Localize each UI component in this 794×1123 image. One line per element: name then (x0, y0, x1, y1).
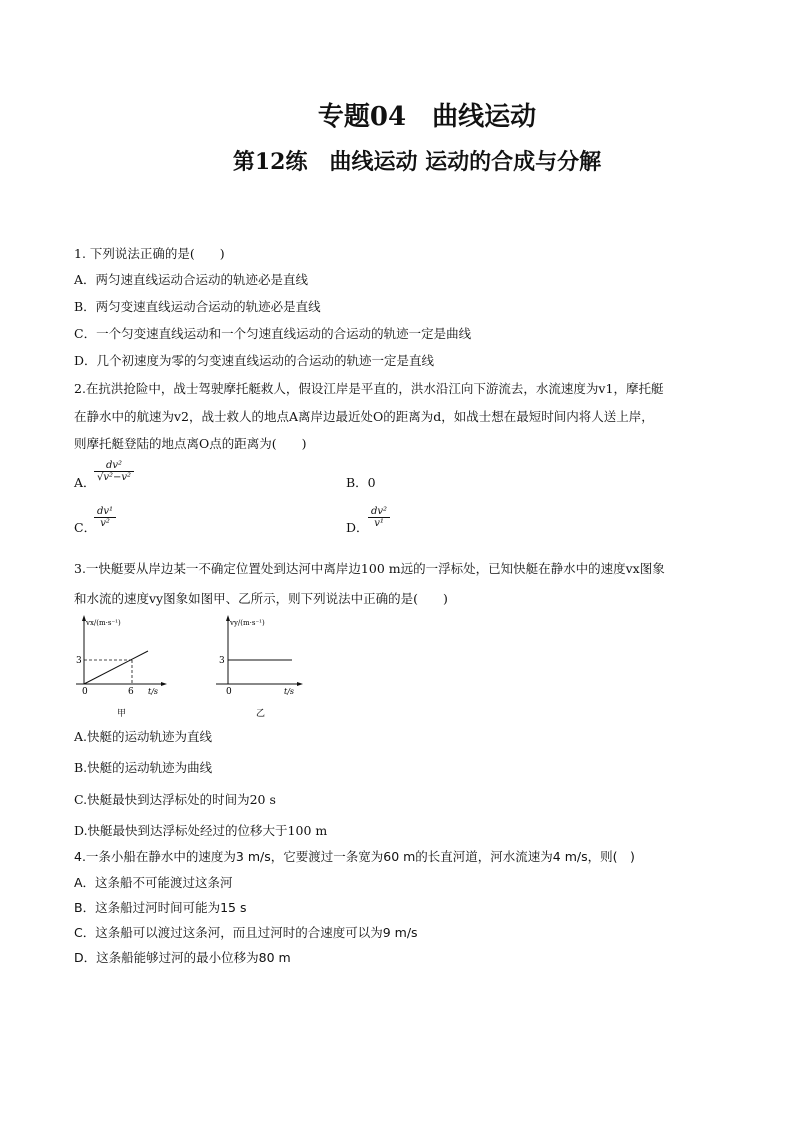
question-2-option-d-fraction (368, 506, 390, 529)
figure-jia-caption: 甲 (117, 709, 127, 719)
fraction-numerator: dv¹ (97, 506, 114, 517)
figure-jia-origin: 0 (82, 687, 88, 697)
fraction-numerator: dv² (106, 460, 123, 471)
question-1-option-b: B．两匀变速直线运动合运动的轨迹必是直线 (74, 299, 321, 314)
question-4-stem: 4.一条小船在静水中的速度为3 m/s，它要渡过一条宽为60 m的长直河道，河水流速为4 m/s，则( ) (74, 849, 635, 864)
question-2-stem-line-1: 2.在抗洪抢险中，战士驾驶摩托艇救人，假设江岸是平直的，洪水沿江向下游流去，水流速度为v1，摩托艇 (74, 381, 664, 396)
question-2-option-a-fraction (94, 460, 134, 483)
question-2-option-c-label: C． (74, 520, 97, 535)
question-3-stem-line-1: 3.一快艇要从岸边某一不确定位置处到达河中离岸边100 m远的一浮标处，已知快艇在静水中的速度vx图象 (74, 561, 665, 576)
question-4-option-d: D．这条船能够过河的最小位移为80 m (74, 950, 291, 965)
question-3-option-c: C.快艇最快到达浮标处的时间为20 s (74, 792, 276, 807)
question-2-option-b: B．0 (346, 475, 376, 490)
question-1-option-a: A．两匀速直线运动合运动的轨迹必是直线 (74, 272, 309, 287)
figure-jia-xlabel: t/s (148, 687, 159, 696)
figure-yi-y-tick: 3 (219, 656, 225, 666)
question-2-option-a-label: A． (74, 475, 96, 490)
question-3-stem-line-2: 和水流的速度vy图象如图甲、乙所示，则下列说法中正确的是( ) (74, 591, 448, 606)
question-1-option-c: C．一个匀变速直线运动和一个匀速直线运动的合运动的轨迹一定是曲线 (74, 326, 472, 341)
fraction-denominator: v¹ (374, 518, 384, 529)
question-2-option-c-fraction (94, 506, 116, 529)
page-title: 专题04 曲线运动 (317, 102, 537, 132)
question-2-stem-line-2: 在静水中的航速为v2，战士救人的地点A离岸边最近处O的距离为d，如战士想在最短时间内将人送上岸， (74, 409, 654, 424)
figure-jia-y-tick: 3 (76, 656, 82, 666)
question-4-option-a: A．这条船不可能渡过这条河 (74, 875, 233, 890)
figure-yi-caption: 乙 (256, 709, 266, 719)
question-3-option-b: B.快艇的运动轨迹为曲线 (74, 760, 213, 775)
figure-jia-x-tick: 6 (128, 687, 134, 697)
question-2-option-d-label: D． (346, 520, 369, 535)
figure-yi-ylabel: vy/(m·s⁻¹) (230, 619, 265, 627)
figure-yi-origin: 0 (226, 687, 232, 697)
figure-yi-graph (208, 612, 308, 720)
question-1-stem: 1. 下列说法正确的是( ) (74, 246, 225, 261)
question-4-option-b: B．这条船过河时间可能为15 s (74, 900, 247, 915)
question-2-stem-line-3: 则摩托艇登陆的地点离O点的距离为( ) (74, 436, 307, 451)
figure-jia-graph (72, 612, 172, 720)
figure-yi-xlabel: t/s (284, 687, 295, 696)
figure-jia-ylabel: vx/(m·s⁻¹) (86, 619, 121, 627)
question-3-option-a: A.快艇的运动轨迹为直线 (74, 729, 213, 744)
fraction-denominator: v² (100, 518, 110, 529)
page-subtitle: 第12练 曲线运动 运动的合成与分解 (232, 149, 602, 175)
question-4-option-c: C．这条船可以渡过这条河，而且过河时的合速度可以为9 m/s (74, 925, 418, 940)
question-3-option-d: D.快艇最快到达浮标处经过的位移大于100 m (74, 823, 328, 838)
fraction-numerator: dv² (371, 506, 388, 517)
question-1-option-d: D．几个初速度为零的匀变速直线运动的合运动的轨迹一定是直线 (74, 353, 435, 368)
fraction-denominator: √v²−v² (97, 472, 132, 483)
